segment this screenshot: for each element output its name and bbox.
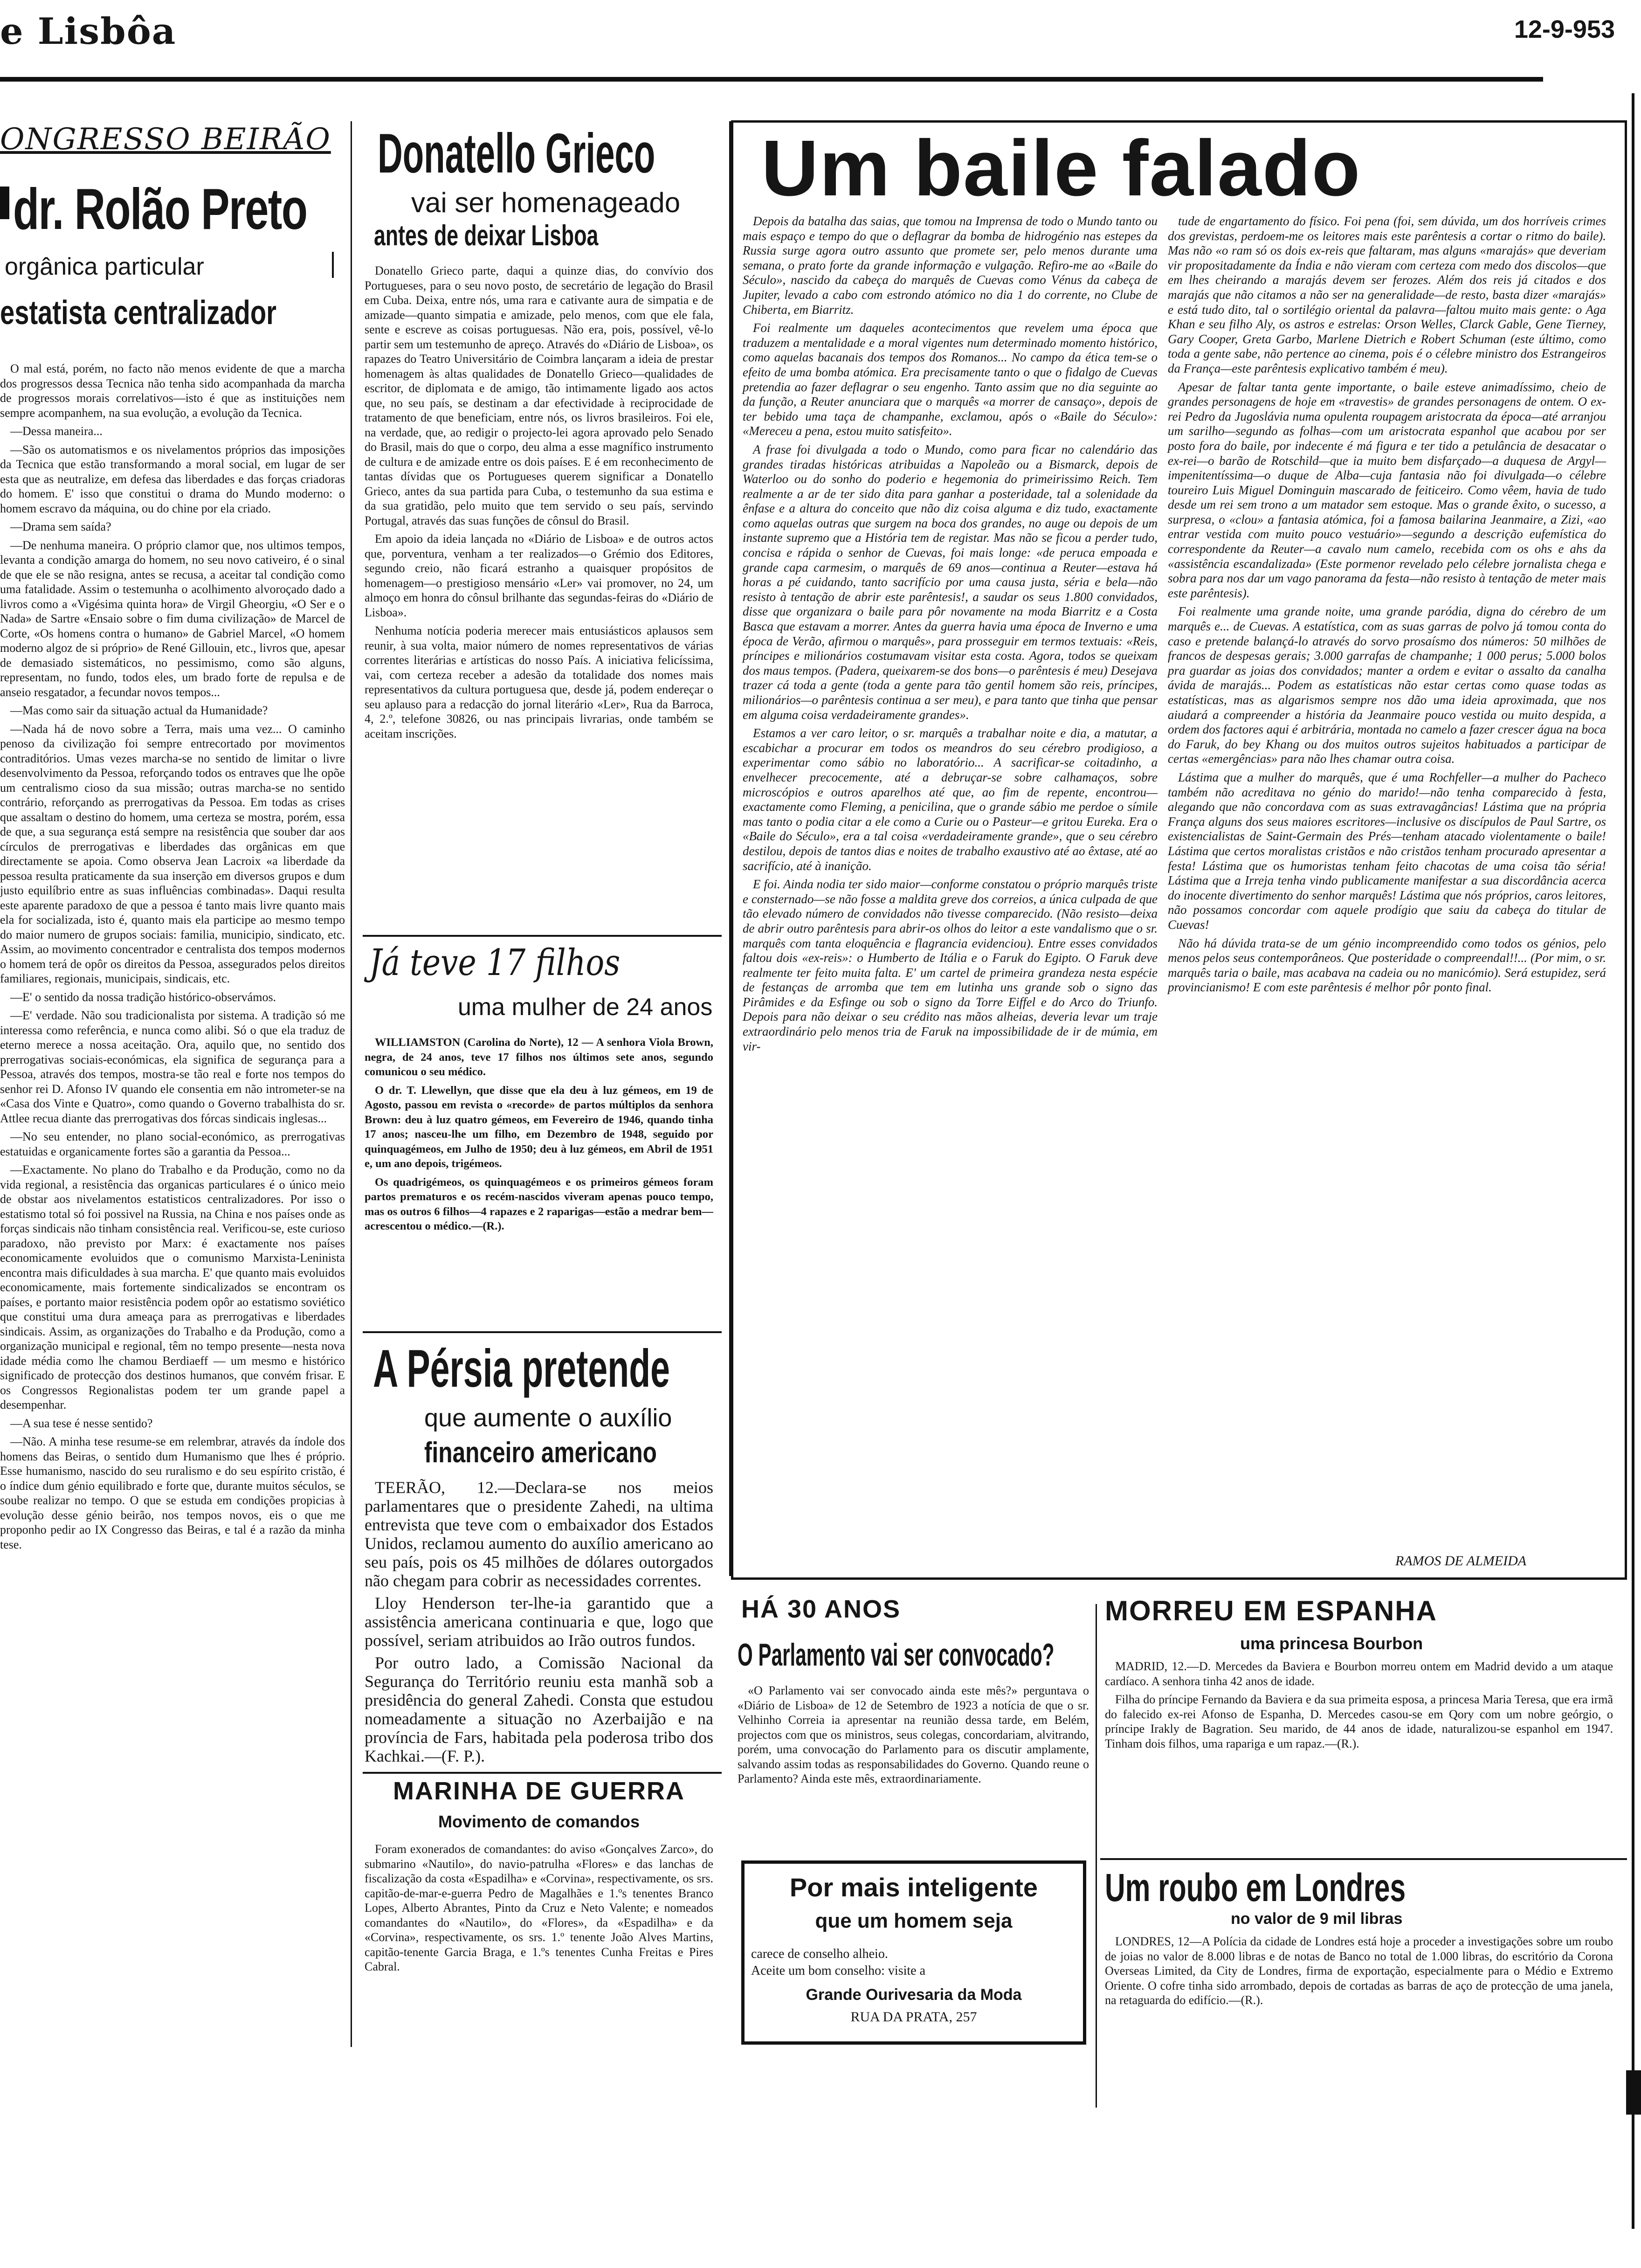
column-divider-1 (351, 121, 352, 2047)
article-subtitle: no valor de 9 mil libras (1231, 1910, 1403, 1928)
paragraph: Nenhuma notícia poderia merecer mais entusiásticos aplausos sem reunir, à sua volta, maior número de nomes representativos de várias correntes literárias e artísticas do nosso País. A iniciativa felicíssima, vai, com certeza receber a adesão da totalidade dos nomes mais representativos da cultura portuguesa que, desde já, podem endereçar o seu aplauso para a redacção do jornal literário «Ler», Rua da Barroca, 4, 2.º, telefone 30826, ou nas principais livrarias, onde também se aceitam inscrições. (365, 624, 713, 740)
paragraph: —A sua tese é nesse sentido? (10, 1416, 153, 1430)
article-subtitle: uma princesa Bourbon (1240, 1634, 1423, 1653)
paragraph: Os quadrigémeos, os quinquagémeos e os primeiros gémeos foram partos prematuros e os recém-nascidos viveram apenas pouco tempo, mas os outros 6 filhos—4 rapazes e 2 raparigas—estão a medrar bem—acrescentou o médico.—(R.). (365, 1175, 713, 1232)
article-rolao-preto (0, 117, 346, 2122)
article-title: Um baile falado (761, 124, 1361, 213)
ad-headline: Por mais inteligente (789, 1873, 1038, 1902)
paragraph: WILLIAMSTON (Carolina do Norte), 12 — A senhora Viola Brown, negra, de 24 anos, teve 17 filhos nos últimos sete anos, segundo comunicou o seu médico. (365, 1036, 713, 1078)
ad-headline-2: que um homem seja (815, 1909, 1013, 1932)
paragraph: Por outro lado, a Comissão Nacional da Segurança do Território reuniu esta manhã sob a presidência do general Zahedi. Consta que estudou nomeadamente a situação no Azerbaijão e na província de Fars, habitada pela poderosa tribo dos Kachkai.—(F. P.). (365, 1653, 713, 1765)
article-subtitle: que aumente o auxílio (424, 1404, 672, 1432)
paragraph: O mal está, porém, no facto não menos evidente de que a marcha dos progressos dessa Tecnica não tenha sido acompanhada da marcha de progressos morais correlativos—isto é que as instituições nem sempre acompanhem, na sua evolução, a evolução da Tecnica. (0, 362, 345, 420)
paragraph: E foi. Ainda nodia ter sido maior—conforme constatou o próprio marquês triste e consternado—se não fosse a maldita greve dos correios, a única culpada de que tão elevado número de convidados não tivesse comparecido. (Não resisto—deixa de abrir outro parêntesis para abrir-os olhos do leitor a este vandalismo que o sr. marquês com tanta eloquência e flagrancia evidenciou). Entre esses convidados faltou dois «ex-reis»: o Humberto de Itália e o Faruk do Egipto. O Faruk deve realmente ter feito muita falta. E' um cartel de primeira grandeza nesta espécie de festanças de arromba que tem em lutinha uns grande sob o signo das Pirâmides e da Esfinge ou sob o signo da Torre Eiffel e do Arco do Triunfo. Depois para não deixar o seu crédito nas mãos alheias, deveria levar um traje extraordinário pelo menos tria de Faruk na impossibilidade de ir de múmia, em vir- (743, 877, 1158, 1053)
article-persia (365, 1338, 719, 1765)
article-marinha (365, 1777, 719, 2047)
title-bullet-icon (0, 187, 9, 219)
paragraph: tude de engartamento do físico. Foi pena (foi, sem dúvida, um dos horríveis crimes dos grevistas, perdoem-me os leitores mais este parêntesis a cortar o ritmo do baile). Mas não «o ram só os dois ex-reis que faltaram, mas alguns «marajás» que deveriam vir propositadamente da Índia e não vieram com certeza com medo dos discolos—que em lhes cheirando a marajás devem ser ferozes. Além dos reis já citados e dos marajás que não citamos a não ser na generalidade—de resto, basta dizer «marajás» e está tudo dito, tal o sortilégio oriental da palavra—faltou muito mais gente: o Aga Khan e seu filho Aly, os astros e estrelas: Orson Welles, Clarck Gable, Gene Tierney, Gary Cooper, Greta Garbo, Marlene Dietrich e Robert Schuman (este último, como toda a gente sabe, não pertence ao cinema, pois é o célebre ministro dos Estrangeiros da França—este parêntesis explicativo também é meu). (1168, 214, 1606, 375)
paragraph: —São os automatismos e os nivelamentos próprios das imposições da Tecnica que estão transformando a moral social, em lugar de ser esta que as neutralize, em defesa das liberdades e das forças criadoras do homem. E' isso que constitui o drama do Mundo moderno: o homem escravo da máquina, ou do chine por ela criado. (0, 443, 345, 515)
paragraph: Não há dúvida trata-se de um génio incompreendido como todos os génios, pelo menos pelos seus contemporâneos. Que posteridade o compreendal!!... (Por mim, o sr. marquês taria o baile, mas acabava na cadeia ou no manicómio). Será estupidez, será provincianismo! E com este parêntesis é melhor pôr ponto final. (1168, 936, 1606, 995)
article-body (0, 361, 345, 2129)
article-subtitle: uma mulher de 24 anos (458, 994, 713, 1021)
article-body (365, 263, 713, 935)
paragraph: Lástima que a mulher do marquês, que é uma Rochfeller—a mulher do Pacheco também não acreditava no génio do marido!—não tenha comparecido à festa, alegando que não concordava com as suas extravagâncias! Lástima que na própria França alguns dos seus maiores escritores—inclusive os discípulos de Paul Sartre, os existencialistas de Saint-Germain des Prés—tenham atacado violentamente o baile! Lástima que certos moralistas cristãos e não cristãos tenham procurado apresentar a festa! Lástima que os humoristas tenham feito chacotas de uma coisa tão séria! Lástima que a Irreja tenha vindo publicamente manifestar a sua discordância acerca do inocente divertimento do senhor marquês! Lástima que nós próprios, caros leitores, não possamos concordar com aquele prodígio que saiu da cabeça do titular de Cuevas! (1168, 770, 1606, 932)
article-title: MARINHA DE GUERRA (393, 1777, 685, 1805)
paragraph: Foi realmente uma grande noite, uma grande paródia, digna do cérebro de um marquês e... de Cuevas. A estatística, com as suas garras de polvo já tomou conta do caso e pretende balançá-lo através do sorvo prosaísmo dos números: 50 milhões de francos de despesas gerais; 3.000 garrafas de champanhe; 1 000 perus; 5.000 bolos pra guardar as joias dos convidados; manter a ordem e evitar o assalto da canalha ávida de marajás... Podem as estatísticas não estar certas como quase todas as estatísticas, mas as algarismos sempre nos dão uma ideia aproximada, que nos aiudará a compreender a história da Jeanmaire pouco vestida ou muito despida, a ordem dos factores aqui é arbitrária, montada no camelo a fazer crescer água na boca do Faruk, do bey Khang ou dos muitos outros sujeitos habituados a participar de certas «emergências» para não lhes chamar outra coisa. (1168, 604, 1606, 766)
article-body (365, 1035, 713, 1320)
article-roubo-londres (1105, 1865, 1622, 2108)
paragraph: A frase foi divulgada a todo o Mundo, como para ficar no calendário das grandes tiradas históricas atribuidas a Napoleão ou a Bismarck, depois de Waterloo ou do sonho do poderio e hegemonia do primeirissimo Reich. Tem realmente a ar de ter sido dita para ganhar a posteridade, tal a solenidade da ênfase e a altura do conceito que não diz coisa alguma e diz tudo, exactamente como aquelas outras que surgem na boca dos grandes, no auge ou depois de um instante supremo que a História tem de registar. Mas não se ficou a perder tudo, concisa e rápida o senhor de Cuevas, foi mais longe: «de peruca empoada e grande capa carmesim, o marquês de 69 anos—continua a Reuter—estava há horas a pé cuidando, tanto sacrifício por uma causa justa, séria e bela—não resisto à tentação de abrir este parêntesis!, a saudar os seus 1.800 convidados, disse que organizara o baile para pôr novamente na moda Biarritz e a Costa Basca que estavam a morrer. Antes da guerra havia uma época de Inverno e uma época de Verão, afirmou o marquês», para prosseguir em termos textuais: «Reis, príncipes e milionários costumavam visitar esta costa. Agora, todos se queixam dos maus tempos. (Padera, queixarem-se dos bons—o parêntesis é meu) Desejava trazer cá toda a gente (toda a gente para tão gentil homem são reis, príncipes, milionários—o parêntesis continua a ser meu), e para tanto que tinha que pensar em alguma coisa verdadeiramente grandes». (743, 442, 1158, 722)
article-subtitle: vai ser homenageado (411, 187, 681, 218)
paragraph: Lloy Henderson ter-lhe-ia garantido que a assistência americana continuaria e que, logo que possível, seriam atribuidos ao Irão outros fundos. (365, 1594, 713, 1650)
article-body (738, 1683, 1089, 1870)
paragraph: Foram exonerados de comandantes: do aviso «Gonçalves Zarco», do submarino «Nautilo», do navio-patrulha «Flores» e das lanchas de fiscalização da costa «Espadilha» e «Corvina», respectivamente, os srs. capitão-de-mar-e-guerra Pedro de Magalhães e 1.ºs tenentes Branco Lopes, Alberto Abrantes, Pinto da Cruz e Neto Valente; e nomeados comandantes do «Nautilo», do «Flores», da «Espadilha» e da «Corvina», respectivamente, os srs. 1.º tenente João Alves Martins, capitão-tenente Garcia Braga, e 1.ºs tenentes Cunha Freitas e Pires Cabral. (365, 1842, 713, 1973)
article-title: Um roubo em Londres (1105, 1866, 1406, 1909)
article-author: RAMOS DE ALMEIDA (1395, 1553, 1527, 1569)
article-subtitle: Movimento de comandos (438, 1812, 640, 1831)
ad-shop-name: Grande Ourivesaria da Moda (806, 1986, 1022, 2004)
article-donatello-grieco (365, 117, 719, 928)
paragraph: —Nada há de novo sobre a Terra, mais uma vez... O caminho penoso da civilização foi sempre entrecortado por movimentos contraditórios. Umas vezes marcha-se no sentido de limitar o livre desenvolvimento da Pessoa, reforçando todos os entraves que lhe opõe um centralismo cioso da sua missão; outras marcha-se no sentido contrário, reforçando as prerrogativas da Pessoa. Em todas as crises que assaltam o destino do homem, uma certeza se mostra, porém, essa de que, a sua segurança está sempre na resistência que souber dar aos círculos de prerrogativas e liberdades das orgânicas em que directamente se apoia. Como observa Jean Lacroix «a liberdade da pessoa resulta praticamente da sua inserção em diversos grupos e dum justo equilíbrio entre as suas influências combinadas». Daqui resulta este aparente paradoxo de que a pessoa é tanto mais livre quanto mais ela for socializada, isto é, quanto mais ela participe ao mesmo tempo do maior numero de grupos sociais: familia, municipio, sindicato, etc. Assim, ao movimento concentrador e centralista dos tempos modernos o homem terá de opôr os direitos da Pessoa, assegurados pelos direitos familiares, regionais, municipais, sindicais, etc. (0, 722, 345, 985)
paragraph: MADRID, 12.—D. Mercedes da Baviera e Bourbon morreu ontem em Madrid devido a um ataque cardíaco. A senhora tinha 42 anos de idade. (1105, 1660, 1613, 1688)
paragraph: —E' o sentido da nossa tradição histórico-observámos. (10, 990, 276, 1004)
ad-line: Aceite um bom conselho: visite a (751, 1964, 926, 1978)
article-body (1105, 1934, 1613, 2093)
ad-address: RUA DA PRATA, 257 (850, 2009, 977, 2025)
article-kicker: ONGRESSO BEIRÃO (0, 122, 331, 157)
article-subtitle-bold: financeiro americano (424, 1437, 657, 1469)
paragraph: Donatello Grieco parte, daqui a quinze dias, do convívio dos Portugueses, para o seu novo posto, de secretário de legação do Brasil em Cuba. Deixa, entre nós, uma rara e cativante aura de simpatia e de amizade—quanto simpatia e amizade, pelo menos, com que ele fala, sente e escreve as coisas portuguesas. Não era, pois, possível, vê-lo partir sem um testemunho de apreço. Através do «Diário de Lisboa», os rapazes do Teatro Universitário de Coimbra lançaram a ideia de prestar homenagem às altas qualidades de Donatello Grieco—qualidades de escritor, de diplomata e de amigo, tão intimamente ligado aos actos que, no seu país, se destinam a dar efectividade à reciprocidade de tratamento de que beneficiam, entre nós, os livros brasileiros. Foi ele, na verdade, que, ao redigir o projecto-lei agora aprovado pelo Senado do Brasil, mais do que o corpo, deu alma a esse magnífico instrumento de cultura e de amizade entre os dois países. E é em reconhecimento de tantas dívidas que os Portugueses querem significar a Donatello Grieco, antes da sua partida para Cuba, o testemunho da sua estima e da sua gratidão, pelo muito que tem servido o seu país, servindo Portugal, através das suas funções de cônsul do Brasil. (365, 264, 713, 527)
right-edge-block (1626, 2070, 1641, 2115)
article-morreu-espanha (1105, 1595, 1622, 1865)
article-body-column-2 (1168, 214, 1606, 1548)
subtitle-mark (332, 252, 334, 278)
advertisement-ourivesaria (741, 1860, 1086, 2045)
paragraph: Depois da batalha das saias, que tomou na Imprensa de todo o Mundo tanto ou mais espaço e tempo do que o deflagrar da bomba de hidrogénio nas estepes da Russia surge agora outro assunto que promete ser, pelo menos durante uma semana, o prato forte da grande informação e vulgação. Refiro-me ao «Baile do Século», nascido da cabeça do marquês de Cuevas como Vénus da cabeça de Jupiter, levado a cabo com estrondo atómico no dia 1 do corrente, no Clube de Chiberta, em Biarritz. (743, 214, 1158, 317)
masthead-rule (0, 77, 1543, 82)
article-body (365, 1478, 713, 1765)
section-rule (363, 1772, 722, 1774)
section-rule (363, 1331, 722, 1333)
paragraph: «O Parlamento vai ser convocado ainda este mês?» perguntava o «Diário de Lisboa» de 12 de Setembro de 1923 a notícia de que o sr. Velhinho Correia ia apresentar na reunião dessa tarde, em Belém, projectos com que os ministros, seus colegas, concordariam, alvitrando, porém, uma convocação do Parlamento para os discutir amplamente, salvando assim todas as responsabilidades do Governo. Quando reune o Parlamento? Ainda este mês, extraordinariamente. (738, 1684, 1089, 1785)
paragraph: —Não. A minha tese resume-se em relembrar, através da índole dos homens das Beiras, o sentido dum Humanismo que lhes é próprio. Esse humanismo, nascido do seu ruralismo e do seu espírito cristão, é o índice dum génio equilibrado e forte que, durante muitos séculos, se soube realizar no tempo. O que se estuda em condições propicias à evolução desse génio beirão, nos tempos novos, eis o que me proponho pedir ao IX Congresso das Beiras, e tal é a razão da minha tese. (0, 1435, 345, 1551)
article-body-column-1 (743, 214, 1158, 1566)
paragraph: Estamos a ver caro leitor, o sr. marquês a trabalhar noite e dia, a matutar, a escabichar a procurar em todos os meandros do seu cérebro prodigioso, a experimentar como sábio no laboratório... A sacrificar-se coitadinho, a envelhecer precocemente, até a debruçar-se sobre calhamaços, sobre microscópios e outros aparelhos até que, ao fim de repente, encontrou—exactamente como Fleming, a penicilina, que o grande sábio me perdoe o símile mas tanto o podia citar a ele como a Curie ou o Pasteur—e gritou Eureka. Era o «Baile do Século», era a tal coisa «verdadeiramente grande», que o seu cérebro destilou, depois de tantos dias e noites de trabalho exaustivo até ao êxtase, até ao sacrifício, até à inanição. (743, 726, 1158, 873)
paragraph: O dr. T. Llewellyn, que disse que ela deu à luz gémeos, em 19 de Agosto, passou em revista o «recorde» de partos múltiplos da senhora Brown: deu à luz quatro gémeos, em Fevereiro de 1946, quando tinha 17 anos; nasceu-lhe um filho, em Dezembro de 1948, seguido por quinquagémeos, em Julho de 1950; deu à luz gémeos, em Abril de 1951 e, um ano depois, trigémeos. (365, 1084, 713, 1170)
paragraph: —Drama sem saída? (10, 520, 111, 533)
article-kicker: HÁ 30 ANOS (741, 1595, 901, 1623)
paragraph: —Mas como sair da situação actual da Humanidade? (10, 704, 268, 717)
paragraph: LONDRES, 12—A Polícia da cidade de Londres está hoje a proceder a investigações sobre um roubo de joias no valor de 8.000 libras e de notas de Banco no total de 1.000 libras, do escritório da Corona Overseas Limited, da City de Londres, firma de exportação, especialmente para o Médio e Extremo Oriente. O cofre tinha sido arrombado, depois de cortadas as barras de aço de protecção de uma janela, na retaguarda do edifício.—(R.). (1105, 1935, 1613, 2007)
section-rule (1100, 1858, 1627, 1860)
article-subtitle-bold: estatista centralizador (0, 294, 277, 332)
article-title: O Parlamento vai ser convocado? (738, 1637, 1055, 1673)
paragraph: Apesar de faltar tanta gente importante, o baile esteve animadíssimo, cheio de grandes personagens de hoje em «travestis» de grandes personagens de ontem. O ex-rei Pedro da Jugoslávia numa opulenta roupagem aristocrata da época—até arranjou um sarilho—segundo as folhas—com um aristocrata espanhol que acabou por ser posto fora do baile, por indecente é má figura e ter tido a petulância de desacatar o ex-rei—o barão de Rotschild—que ia muito bem disfarçado—a duquesa de Argyl—impenitentíssima—o duque de Alba—cuja fantasia não foi divulgada—o célebre toureiro Luis Miguel Dominguin mascarado de feiticeiro. Como vêem, havia de tudo desde um rei sem trono a um matador sem estoque. Mas o grande êxito, o sucesso, a surpresa, o «clou» a fantasia atómica, foi a famosa bailarina Jeanmaire, a Zizi, «ao entrar vestida com muito pouco vestuário»—segundo a descrição eufemística do correspondente da Reuter—a cavalo num camelo, recebida com os ohs e ahs da «assistência escandalizada» (Este pormenor revelado pelo célebre jornalista chega e sobra para nos dar um vago panorama da festa—não resisto à tentação de meter mais este parêntesis). (1168, 380, 1606, 600)
issue-date: 12-9-953 (1514, 15, 1615, 43)
paragraph: —Exactamente. No plano do Trabalho e da Produção, como no da vida regional, a resistência das organicas particulares é o único meio de obstar aos nivelamentos estatisticos centralizadores. Por isso o estatismo total só foi possivel na Russia, na China e nos países onde as forças sindicais não tinham consistência real. Verificou-se, este curioso paradoxo, não previsto por Marx: é exactamente nos países economicamente evoluidos que o comunismo Marxista-Leninista encontra mais dificuldades à sua marcha. E' que quanto mais evoluidos economicamente, mais fortemente sindicalizados se encontram os países, e portanto maior resistência podem opôr ao estatismo soviético que constitui uma dura ameaça para as prerrogativas e liberdades sindicais. Assim, as organizações do Trabalho e da Produção, como a organização municipal e regional, têm no tempo presente—nesta nova idade média como lhe chamou Berdiaeff — um mesmo e histórico significado de protecção dos destinos humanos, que convém frisar. E os Congressos Regionalistas podem ter um grande papel a desempenhar. (0, 1163, 345, 1411)
paragraph: TEERÃO, 12.—Declara-se nos meios parlamentares que o presidente Zahedi, na ultima entrevista que teve com o embaixador dos Estados Unidos, reclamou aumento do auxílio americano ao seu país, pois os 45 milhões de dólares outorgados não chegam para cobrir as necessidades correntes. (365, 1478, 713, 1590)
column-divider-3 (1096, 1604, 1097, 2108)
paragraph: Em apoio da ideia lançada no «Diário de Lisboa» e de outros actos que, porventura, venham a ter realizados—o Grémio dos Editores, segundo creio, não ficará estranho a quaisquer propósitos de homenagem—o prestigioso mensário «Ler» vai promover, no 24, um almoço em honra do cônsul brilhante das segundas-feiras do «Diário de Lisboa». (365, 532, 713, 619)
newspaper-name: e Lisbôa (0, 10, 177, 53)
article-title: Donatello Grieco (378, 122, 655, 185)
article-title: Já teve 17 filhos (369, 942, 621, 984)
paragraph: —Dessa maneira... (10, 424, 103, 438)
article-body (365, 1842, 713, 2052)
article-subtitle-bold: antes de deixar Lisboa (374, 220, 599, 252)
paragraph: —De nenhuma maneira. O próprio clamor que, nos ultimos tempos, levanta a condição amarga do homem, no seu novo cativeiro, é o sinal de que ele se não resigna, antes se recusa, a aceitar tal condição como uma fatalidade. Assim o testemunha o acolhimento alvoroçado dado a livros como a «Vigésima quinta hora» de Virgil Gheorgiu, «O Ser e o Nada» de Sartre «Ensaio sobre o fim duma civilização» de Marcel de Corte, «Os homens contra o humano» de Gabriel Marcel, «O homem moderno algoz de si próprio» de René Gillouin, etc., livros que, apesar de demasiado sistemáticos, no pessimismo, como são alguns, representam, no fundo, todos eles, um brado forte de repulsa e de anseio resgatador, a fecundar novos tempos... (0, 538, 345, 699)
ad-line: carece de conselho alheio. (751, 1947, 888, 1961)
section-rule (363, 935, 722, 937)
article-17-filhos (365, 942, 719, 1324)
article-baile-falado-frame (731, 120, 1627, 1580)
article-title: dr. Rolão Preto (13, 177, 307, 242)
article-title: A Pérsia pretende (373, 1339, 670, 1398)
article-body (1105, 1659, 1613, 1855)
article-title: MORREU EM ESPANHA (1105, 1595, 1437, 1626)
paragraph: Filha do príncipe Fernando da Baviera e da sua primeita esposa, a princesa Maria Teresa, que era irmã do falecido ex-rei Afonso de Espanha, D. Mercedes casou-se em Qory com um nobre geórgio, o príncipe Irakly de Bagration. Seu marido, de 44 anos de idade, naturalizou-se espanhol em 1947. Tinham dois filhos, uma rapariga e um rapaz.—(R.). (1105, 1693, 1613, 1750)
paragraph: —E' verdade. Não sou tradicionalista por sistema. A tradição só me interessa como referência, e nunca como alibi. Só o que ela traduz de eterno merece a nossa aceitação. Ora, aquilo que, no sentido dos prerrogativas sociais-económicas, ela significa de segurança para a Pessoa, através dos tempos, mostra-se tão real e forte nos tempos do senhor rei D. Afonso IV quando ele consentia em não intrometer-se na «Casa dos Vinte e Quatro», como quando o Governo trabalhista do sr. Attlee recua diante das prerrogativas dos fórcas sindicais inglesas... (0, 1009, 345, 1125)
right-edge-rule (1632, 93, 1634, 2229)
paragraph: Foi realmente um daqueles acontecimentos que revelem uma época que traduzem a mentalidade e a moral vigentes num determinado momento histórico, como aquelas bacanais dos tempos dos Romanos... No campo da ética tem-se o efeito de uma bomba atómica. Era precisamente tanto o que o fidalgo de Cuevas pretendia ao fazer deflagrar o seu engenho. Tanto assim que no dia seguinte ao da função, a Reuter anunciara que o marquês «a morrer de cansaço», depois de ter bebido uma taça de champanhe, exclamou, após o «Baile do Século»: «Mereceu a pena, estou muito satisfeito». (743, 321, 1158, 438)
article-subtitle: orgânica particular (5, 253, 204, 280)
masthead (0, 0, 1641, 65)
paragraph: —No seu entender, no plano social-económico, as prerrogativas estatuidas e organicamente fortes são a garantia da Pessoa... (0, 1130, 345, 1158)
